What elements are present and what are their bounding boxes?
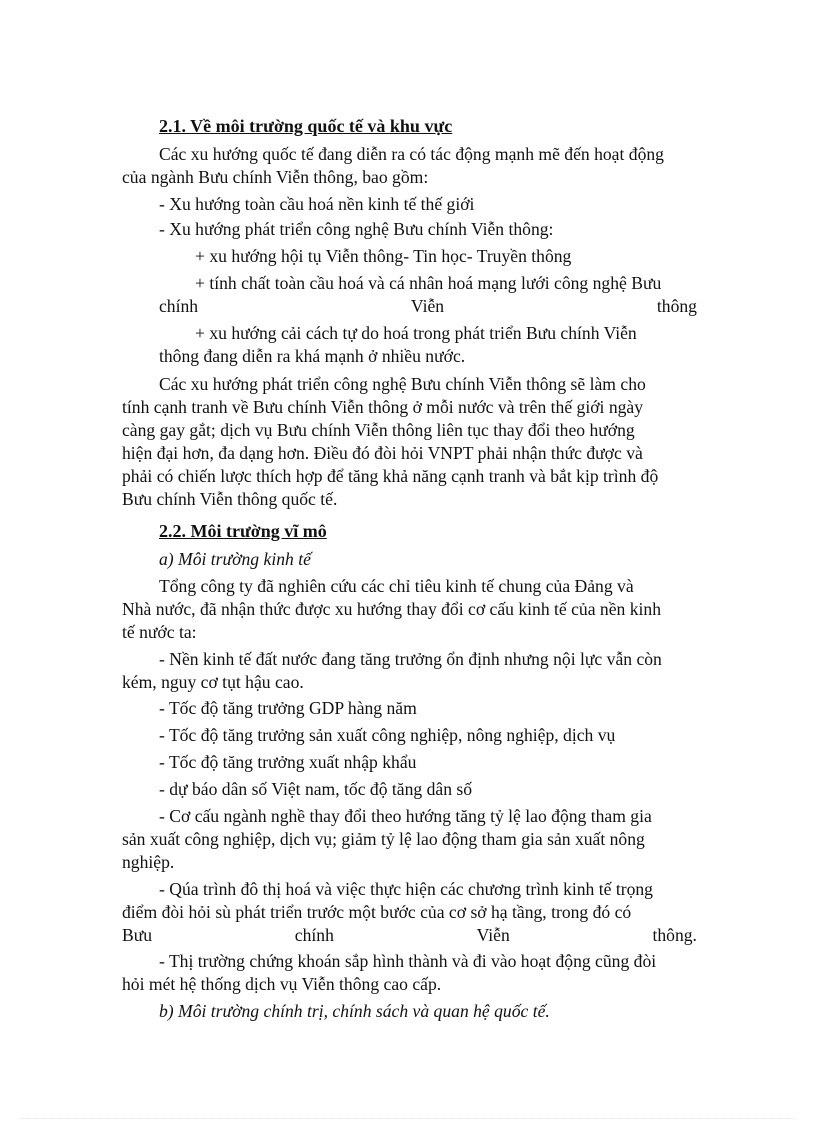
justified-line xyxy=(159,295,697,317)
paragraph-line: tính cạnh tranh về Bưu chính Viễn thông ở mỗi nước và trên thế giới ngày xyxy=(122,397,644,417)
bullet-line: sản xuất công nghiệp, dịch vụ; giảm tỷ lệ lao động tham gia sản xuất nông xyxy=(122,829,645,849)
paragraph-line: thông đang diễn ra khá mạnh ở nhiều nước. xyxy=(159,346,466,366)
bullet-line: hỏi mét hệ thống dịch vụ Viễn thông cao cấp. xyxy=(122,974,442,994)
word: chính xyxy=(159,296,199,316)
word: chính xyxy=(294,925,334,945)
bullet-line: - dự báo dân số Việt nam, tốc độ tăng dân số xyxy=(159,779,473,799)
sub-bullet-line: + xu hướng hội tụ Viễn thông- Tin học- Truyền thông xyxy=(195,246,572,266)
paragraph-line: tế nước ta: xyxy=(122,622,197,642)
paragraph-line: Tổng công ty đã nghiên cứu các chỉ tiêu kinh tế chung của Đảng và xyxy=(159,576,634,596)
bullet-line: - Tốc độ tăng trưởng xuất nhập khẩu xyxy=(159,752,417,772)
bullet-line: - Xu hướng phát triển công nghệ Bưu chính Viễn thông: xyxy=(159,219,554,239)
word: Viễn xyxy=(476,925,510,945)
subsection-heading-a: a) Môi trường kinh tế xyxy=(159,549,311,569)
subsection-heading-b: b) Môi trường chính trị, chính sách và quan hệ quốc tế. xyxy=(159,1001,550,1021)
paragraph-line: Các xu hướng quốc tế đang diễn ra có tác động mạnh mẽ đến hoạt động xyxy=(159,144,664,164)
bullet-line: - Thị trường chứng khoán sắp hình thành và đi vào hoạt động cũng đòi xyxy=(159,951,657,971)
bullet-line: - Nền kinh tế đất nước đang tăng trưởng ổn định nhưng nội lực vẫn còn xyxy=(159,649,662,669)
section-heading-2-2: 2.2. Môi trường vĩ mô xyxy=(159,521,327,541)
paragraph-line: Bưu chính Viễn thông quốc tế. xyxy=(122,489,338,509)
bullet-line: - Tốc độ tăng trưởng GDP hàng năm xyxy=(159,698,417,718)
paragraph-line: phải có chiến lược thích hợp để tăng khả năng cạnh tranh và bắt kịp trình độ xyxy=(122,466,659,486)
bullet-line: - Tốc độ tăng trưởng sản xuất công nghiệp, nông nghiệp, dịch vụ xyxy=(159,725,616,745)
paragraph-line: Nhà nước, đã nhận thức được xu hướng thay đổi cơ cấu kinh tế của nền kinh xyxy=(122,599,662,619)
paragraph-line: càng gay gắt; dịch vụ Bưu chính Viễn thông liên tục thay đổi theo hướng xyxy=(122,420,635,440)
bullet-line: - Cơ cấu ngành nghề thay đổi theo hướng tăng tỷ lệ lao động tham gia xyxy=(159,806,652,826)
paragraph-line: Các xu hướng phát triển công nghệ Bưu chính Viễn thông sẽ làm cho xyxy=(159,374,646,394)
word: thông. xyxy=(652,925,697,945)
bullet-line: - Xu hướng toàn cầu hoá nền kinh tế thế giới xyxy=(159,194,475,214)
bullet-line: kém, nguy cơ tụt hậu cao. xyxy=(122,672,304,692)
bullet-line: điểm đòi hỏi sù phát triển trước một bước của cơ sở hạ tầng, trong đó có xyxy=(122,902,632,922)
page-bottom-divider xyxy=(20,1118,796,1119)
word: thông xyxy=(656,296,697,316)
bullet-line: nghiệp. xyxy=(122,852,175,872)
sub-bullet-line: + xu hướng cải cách tự do hoá trong phát triển Bưu chính Viễn xyxy=(195,323,637,343)
paragraph-line: của ngành Bưu chính Viễn thông, bao gồm: xyxy=(122,167,429,187)
bullet-line: - Qúa trình đô thị hoá và việc thực hiện các chương trình kinh tế trọng xyxy=(159,879,653,899)
justified-line xyxy=(122,924,697,946)
paragraph-line: hiện đại hơn, đa dạng hơn. Điều đó đòi hỏi VNPT phải nhận thức được và xyxy=(122,443,643,463)
word: Viễn xyxy=(410,296,445,316)
section-heading-2-1: 2.1. Về môi trường quốc tế và khu vực xyxy=(159,116,453,136)
word: Bưu xyxy=(122,925,153,945)
sub-bullet-line: + tính chất toàn cầu hoá và cá nhân hoá mạng lưới công nghệ Bưu xyxy=(195,273,662,293)
